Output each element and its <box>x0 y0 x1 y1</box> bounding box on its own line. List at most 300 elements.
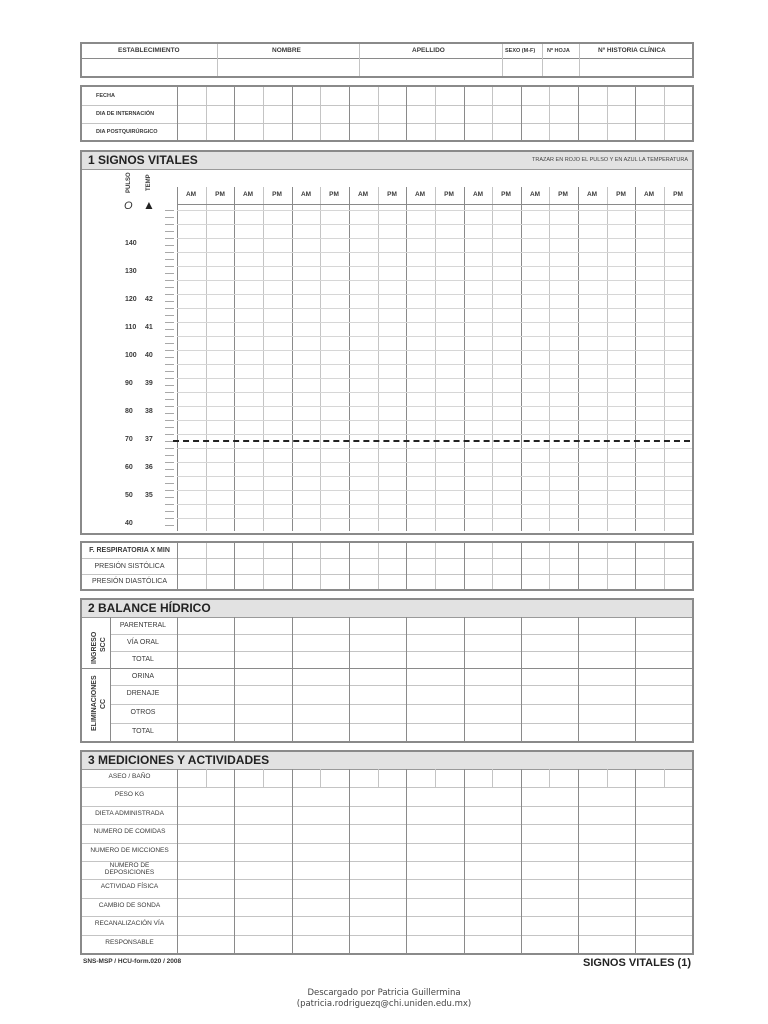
mediciones-cell[interactable] <box>636 844 692 860</box>
date-cell[interactable] <box>522 88 577 104</box>
mediciones-cell[interactable] <box>636 936 692 952</box>
mediciones-cell[interactable] <box>465 770 520 786</box>
balance-cell[interactable] <box>522 618 577 633</box>
mediciones-cell[interactable] <box>636 770 692 786</box>
mediciones-cell[interactable] <box>293 899 348 915</box>
mediciones-cell[interactable] <box>350 788 405 805</box>
mediciones-cell[interactable] <box>350 770 405 786</box>
balance-cell[interactable] <box>178 705 233 722</box>
signos-vitales-title: 1 SIGNOS VITALES <box>88 153 198 167</box>
mediciones-cell[interactable] <box>293 807 348 823</box>
mediciones-cell[interactable] <box>350 825 405 842</box>
mediciones-cell[interactable] <box>350 844 405 860</box>
presion-cell[interactable] <box>235 544 262 558</box>
balance-cell[interactable] <box>178 652 233 667</box>
mediciones-cell[interactable] <box>293 788 348 805</box>
pulse-scale-label: 50 <box>125 492 133 499</box>
mediciones-cell[interactable] <box>522 880 577 897</box>
chart-plot-column[interactable] <box>522 205 548 529</box>
presion-cell[interactable] <box>207 575 233 589</box>
date-cell[interactable] <box>465 106 520 122</box>
mediciones-cell[interactable] <box>407 936 463 952</box>
balance-cell[interactable] <box>235 724 291 740</box>
mediciones-cell[interactable] <box>178 844 233 860</box>
chart-plot-column[interactable] <box>665 205 692 529</box>
balance-cell[interactable] <box>636 686 692 703</box>
mediciones-cell[interactable] <box>522 844 577 860</box>
date-cell[interactable] <box>350 106 405 122</box>
chart-plot-column[interactable] <box>407 205 434 529</box>
mediciones-cell[interactable] <box>350 936 405 952</box>
chart-plot-column[interactable] <box>550 205 577 529</box>
presion-cell[interactable] <box>264 560 291 574</box>
mediciones-cell[interactable] <box>350 917 405 934</box>
date-row-label: FECHA <box>96 93 115 99</box>
presion-cell[interactable] <box>493 560 520 574</box>
presion-cell[interactable] <box>608 544 634 558</box>
balance-cell[interactable] <box>465 686 520 703</box>
mediciones-row-label: PESO KG <box>114 791 145 798</box>
pulse-scale-label: 60 <box>125 464 133 471</box>
balance-cell[interactable] <box>293 705 348 722</box>
date-cell[interactable] <box>407 88 463 104</box>
mediciones-cell[interactable] <box>235 807 291 823</box>
chart-plot-column[interactable] <box>178 205 205 529</box>
mediciones-cell[interactable] <box>235 917 291 934</box>
grid-hline <box>82 558 692 559</box>
date-cell[interactable] <box>465 124 520 140</box>
hoja-label: Nº HOJA <box>547 48 570 54</box>
chart-plot-column[interactable] <box>264 205 291 529</box>
mediciones-cell[interactable] <box>522 862 577 878</box>
presion-cell[interactable] <box>235 560 262 574</box>
mediciones-cell[interactable] <box>465 825 520 842</box>
presion-cell[interactable] <box>636 560 663 574</box>
mediciones-cell[interactable] <box>579 899 634 915</box>
presion-cell[interactable] <box>493 544 520 558</box>
balance-cell[interactable] <box>522 724 577 740</box>
mediciones-cell[interactable] <box>407 844 463 860</box>
presion-cell[interactable] <box>407 544 434 558</box>
mediciones-cell[interactable] <box>522 936 577 952</box>
balance-cell[interactable] <box>636 724 692 740</box>
mediciones-cell[interactable] <box>636 788 692 805</box>
mediciones-cell[interactable] <box>178 880 233 897</box>
balance-cell[interactable] <box>350 652 405 667</box>
mediciones-cell[interactable] <box>579 880 634 897</box>
presion-cell[interactable] <box>264 544 291 558</box>
presion-cell[interactable] <box>522 544 548 558</box>
balance-hidrico-section <box>80 598 694 743</box>
chart-plot-column[interactable] <box>379 205 405 529</box>
presion-cell[interactable] <box>436 575 463 589</box>
presion-cell[interactable] <box>465 544 491 558</box>
presion-cell[interactable] <box>579 560 606 574</box>
balance-cell[interactable] <box>465 705 520 722</box>
temp-scale-label: 41 <box>145 324 153 331</box>
balance-cell[interactable] <box>407 705 463 722</box>
date-cell[interactable] <box>235 88 291 104</box>
balance-cell[interactable] <box>350 724 405 740</box>
historia-field[interactable] <box>580 59 692 76</box>
presion-cell[interactable] <box>178 560 205 574</box>
mediciones-cell[interactable] <box>235 788 291 805</box>
balance-cell[interactable] <box>350 618 405 633</box>
balance-cell[interactable] <box>350 669 405 684</box>
mediciones-cell[interactable] <box>235 899 291 915</box>
pulse-symbol-icon: O <box>124 200 133 212</box>
presion-cell[interactable] <box>350 560 377 574</box>
balance-cell[interactable] <box>350 686 405 703</box>
scale-tick <box>165 371 174 372</box>
presion-cell[interactable] <box>293 560 319 574</box>
balance-cell[interactable] <box>235 705 291 722</box>
balance-cell[interactable] <box>293 635 348 650</box>
mediciones-cell[interactable] <box>293 844 348 860</box>
scale-tick <box>165 525 174 526</box>
mediciones-cell[interactable] <box>350 807 405 823</box>
balance-cell[interactable] <box>579 652 634 667</box>
balance-cell[interactable] <box>465 635 520 650</box>
presion-grid <box>82 543 692 589</box>
balance-cell[interactable] <box>178 724 233 740</box>
sexo-field[interactable] <box>503 59 542 76</box>
mediciones-cell[interactable] <box>465 807 520 823</box>
presion-cell[interactable] <box>608 575 634 589</box>
mediciones-cell[interactable] <box>522 770 577 786</box>
mediciones-cell[interactable] <box>465 936 520 952</box>
date-cell[interactable] <box>293 88 348 104</box>
presion-cell[interactable] <box>579 544 606 558</box>
mediciones-cell[interactable] <box>178 899 233 915</box>
balance-cell[interactable] <box>579 635 634 650</box>
mediciones-cell[interactable] <box>350 862 405 878</box>
mediciones-cell[interactable] <box>178 770 233 786</box>
balance-cell[interactable] <box>465 724 520 740</box>
mediciones-cell[interactable] <box>178 917 233 934</box>
presion-cell[interactable] <box>436 560 463 574</box>
apellido-field[interactable] <box>360 59 502 76</box>
balance-cell[interactable] <box>293 618 348 633</box>
mediciones-row-label: NUMERO DE MICCIONES <box>90 847 169 854</box>
balance-cell[interactable] <box>579 669 634 684</box>
shift-pm-label: PM <box>673 191 683 198</box>
balance-cell[interactable] <box>465 669 520 684</box>
scale-tick <box>165 497 174 498</box>
shift-am-label: AM <box>414 191 426 198</box>
hoja-field[interactable] <box>543 59 579 76</box>
presion-cell[interactable] <box>579 575 606 589</box>
balance-cell[interactable] <box>293 652 348 667</box>
presion-cell[interactable] <box>264 575 291 589</box>
date-cell[interactable] <box>579 88 634 104</box>
balance-cell[interactable] <box>350 705 405 722</box>
chart-plot-column[interactable] <box>493 205 520 529</box>
date-cell[interactable] <box>465 88 520 104</box>
presion-cell[interactable] <box>293 544 319 558</box>
mediciones-cell[interactable] <box>579 825 634 842</box>
mediciones-cell[interactable] <box>636 917 692 934</box>
dates-grid <box>82 87 692 140</box>
chart-plot-column[interactable] <box>436 205 463 529</box>
scale-tick <box>165 273 174 274</box>
mediciones-cell[interactable] <box>465 862 520 878</box>
balance-cell[interactable] <box>407 724 463 740</box>
presion-cell[interactable] <box>379 560 405 574</box>
mediciones-row-label: RESPONSABLE <box>105 939 154 946</box>
mediciones-cell[interactable] <box>579 917 634 934</box>
date-cell[interactable] <box>579 106 634 122</box>
balance-cell[interactable] <box>350 635 405 650</box>
mediciones-cell[interactable] <box>178 788 233 805</box>
establecimiento-field[interactable] <box>82 59 217 76</box>
date-cell[interactable] <box>636 124 692 140</box>
pulse-scale-label: 110 <box>125 324 137 331</box>
mediciones-cell[interactable] <box>235 862 291 878</box>
mediciones-cell[interactable] <box>178 825 233 842</box>
presion-cell[interactable] <box>636 544 663 558</box>
mediciones-cell[interactable] <box>465 899 520 915</box>
mediciones-cell[interactable] <box>235 844 291 860</box>
mediciones-cell[interactable] <box>235 936 291 952</box>
mediciones-row-label: NUMERO DE DEPOSICIONES <box>104 862 155 876</box>
chart-plot-column[interactable] <box>465 205 491 529</box>
mediciones-cell[interactable] <box>350 880 405 897</box>
mediciones-cell[interactable] <box>293 936 348 952</box>
date-cell[interactable] <box>350 88 405 104</box>
balance-cell[interactable] <box>407 652 463 667</box>
date-cell[interactable] <box>293 124 348 140</box>
presion-cell[interactable] <box>178 544 205 558</box>
date-row-label: DIA DE INTERNACIÓN <box>96 111 155 117</box>
balance-cell[interactable] <box>235 669 291 684</box>
presion-cell[interactable] <box>379 544 405 558</box>
presion-cell[interactable] <box>465 560 491 574</box>
date-cell[interactable] <box>178 106 233 122</box>
presion-cell[interactable] <box>465 575 491 589</box>
shift-pm-label: PM <box>329 191 339 198</box>
temp-scale-label: 36 <box>145 464 153 471</box>
balance-cell[interactable] <box>636 669 692 684</box>
chart-plot-column[interactable] <box>579 205 606 529</box>
mediciones-cell[interactable] <box>522 917 577 934</box>
eliminaciones-unit-label: CC <box>100 698 107 709</box>
temp-scale-label: 37 <box>145 436 153 443</box>
date-cell[interactable] <box>178 88 233 104</box>
mediciones-cell[interactable] <box>636 862 692 878</box>
eliminaciones-group-label: ELIMINACIONES <box>91 675 98 731</box>
sexo-label: SEXO (M-F) <box>505 48 536 54</box>
presion-cell[interactable] <box>665 560 692 574</box>
mediciones-cell[interactable] <box>235 825 291 842</box>
mediciones-cell[interactable] <box>579 807 634 823</box>
mediciones-cell[interactable] <box>407 880 463 897</box>
mediciones-cell[interactable] <box>293 880 348 897</box>
balance-cell[interactable] <box>465 652 520 667</box>
balance-row-label: TOTAL <box>132 728 154 735</box>
presion-cell[interactable] <box>665 544 692 558</box>
mediciones-cell[interactable] <box>293 770 348 786</box>
mediciones-cell[interactable] <box>407 899 463 915</box>
mediciones-cell[interactable] <box>579 788 634 805</box>
balance-cell[interactable] <box>636 652 692 667</box>
date-cell[interactable] <box>522 124 577 140</box>
scale-tick <box>165 231 174 232</box>
chart-plot-column[interactable] <box>350 205 377 529</box>
presion-cell[interactable] <box>207 544 233 558</box>
presion-cell[interactable] <box>350 544 377 558</box>
presion-cell[interactable] <box>407 560 434 574</box>
shift-am-label: AM <box>643 191 655 198</box>
date-cell[interactable] <box>522 106 577 122</box>
mediciones-cell[interactable] <box>235 770 291 786</box>
presion-cell[interactable] <box>321 575 348 589</box>
presion-cell[interactable] <box>550 544 577 558</box>
balance-cell[interactable] <box>293 686 348 703</box>
balance-cell[interactable] <box>407 686 463 703</box>
balance-row-label: VÍA ORAL <box>127 639 159 646</box>
balance-cell[interactable] <box>522 705 577 722</box>
chart-plot-column[interactable] <box>321 205 348 529</box>
balance-cell[interactable] <box>522 669 577 684</box>
temp-scale-label: 42 <box>145 296 153 303</box>
mediciones-cell[interactable] <box>636 825 692 842</box>
scale-tick <box>165 336 174 337</box>
presion-cell[interactable] <box>493 575 520 589</box>
date-cell[interactable] <box>579 124 634 140</box>
chart-plot-column[interactable] <box>207 205 233 529</box>
date-cell[interactable] <box>636 106 692 122</box>
date-cell[interactable] <box>407 106 463 122</box>
mediciones-cell[interactable] <box>579 844 634 860</box>
balance-cell[interactable] <box>636 705 692 722</box>
chart-plot-column[interactable] <box>293 205 319 529</box>
mediciones-cell[interactable] <box>636 899 692 915</box>
mediciones-cell[interactable] <box>407 770 463 786</box>
presion-cell[interactable] <box>407 575 434 589</box>
presion-cell[interactable] <box>207 560 233 574</box>
balance-cell[interactable] <box>522 652 577 667</box>
mediciones-cell[interactable] <box>407 917 463 934</box>
balance-cell[interactable] <box>178 635 233 650</box>
presion-cell[interactable] <box>321 544 348 558</box>
balance-cell[interactable] <box>636 635 692 650</box>
presion-cell[interactable] <box>235 575 262 589</box>
presion-cell[interactable] <box>636 575 663 589</box>
mediciones-cell[interactable] <box>579 770 634 786</box>
balance-cell[interactable] <box>407 635 463 650</box>
mediciones-cell[interactable] <box>407 807 463 823</box>
scale-tick <box>165 357 174 358</box>
mediciones-cell[interactable] <box>178 862 233 878</box>
balance-cell[interactable] <box>579 686 634 703</box>
scale-tick <box>165 455 174 456</box>
mediciones-cell[interactable] <box>293 917 348 934</box>
scale-tick <box>165 329 174 330</box>
mediciones-cell[interactable] <box>178 936 233 952</box>
date-cell[interactable] <box>350 124 405 140</box>
mediciones-cell[interactable] <box>636 880 692 897</box>
date-cell[interactable] <box>235 106 291 122</box>
date-cell[interactable] <box>235 124 291 140</box>
mediciones-cell[interactable] <box>579 862 634 878</box>
mediciones-cell[interactable] <box>465 917 520 934</box>
presion-cell[interactable] <box>608 560 634 574</box>
mediciones-row-label: CAMBIO DE SONDA <box>98 902 161 909</box>
balance-cell[interactable] <box>235 686 291 703</box>
balance-cell[interactable] <box>522 686 577 703</box>
mediciones-cell[interactable] <box>522 807 577 823</box>
mediciones-cell[interactable] <box>465 844 520 860</box>
balance-cell[interactable] <box>579 618 634 633</box>
mediciones-cell[interactable] <box>522 788 577 805</box>
presion-cell[interactable] <box>522 560 548 574</box>
mediciones-cell[interactable] <box>636 807 692 823</box>
presion-cell[interactable] <box>178 575 205 589</box>
balance-cell[interactable] <box>178 669 233 684</box>
scale-tick <box>165 406 174 407</box>
scale-tick <box>165 322 174 323</box>
balance-cell[interactable] <box>579 724 634 740</box>
balance-cell[interactable] <box>465 618 520 633</box>
chart-plot-column[interactable] <box>636 205 663 529</box>
balance-cell[interactable] <box>407 618 463 633</box>
chart-plot-column[interactable] <box>608 205 634 529</box>
presion-cell[interactable] <box>436 544 463 558</box>
date-cell[interactable] <box>293 106 348 122</box>
presion-cell[interactable] <box>379 575 405 589</box>
mediciones-cell[interactable] <box>579 936 634 952</box>
mediciones-cell[interactable] <box>235 880 291 897</box>
mediciones-cell[interactable] <box>465 880 520 897</box>
presion-cell[interactable] <box>321 560 348 574</box>
balance-cell[interactable] <box>522 635 577 650</box>
mediciones-cell[interactable] <box>465 788 520 805</box>
balance-cell[interactable] <box>178 686 233 703</box>
mediciones-cell[interactable] <box>178 807 233 823</box>
presion-cell[interactable] <box>293 575 319 589</box>
balance-cell[interactable] <box>293 669 348 684</box>
mediciones-cell[interactable] <box>522 899 577 915</box>
date-cell[interactable] <box>636 88 692 104</box>
date-cell[interactable] <box>178 124 233 140</box>
balance-cell[interactable] <box>579 705 634 722</box>
mediciones-cell[interactable] <box>407 825 463 842</box>
mediciones-cell[interactable] <box>407 788 463 805</box>
mediciones-cell[interactable] <box>522 825 577 842</box>
presion-cell[interactable] <box>550 560 577 574</box>
mediciones-cell[interactable] <box>407 862 463 878</box>
chart-plot-column[interactable] <box>235 205 262 529</box>
balance-cell[interactable] <box>235 652 291 667</box>
date-cell[interactable] <box>407 124 463 140</box>
mediciones-cell[interactable] <box>293 825 348 842</box>
balance-cell[interactable] <box>235 635 291 650</box>
nombre-field[interactable] <box>218 59 359 76</box>
presion-cell[interactable] <box>350 575 377 589</box>
presion-cell[interactable] <box>550 575 577 589</box>
balance-cell[interactable] <box>293 724 348 740</box>
mediciones-cell[interactable] <box>293 862 348 878</box>
presion-cell[interactable] <box>522 575 548 589</box>
balance-cell[interactable] <box>178 618 233 633</box>
presion-row-label: PRESIÓN SISTÓLICA <box>94 563 165 570</box>
presion-cell[interactable] <box>665 575 692 589</box>
balance-cell[interactable] <box>235 618 291 633</box>
mediciones-cell[interactable] <box>350 899 405 915</box>
balance-cell[interactable] <box>407 669 463 684</box>
balance-cell[interactable] <box>636 618 692 633</box>
